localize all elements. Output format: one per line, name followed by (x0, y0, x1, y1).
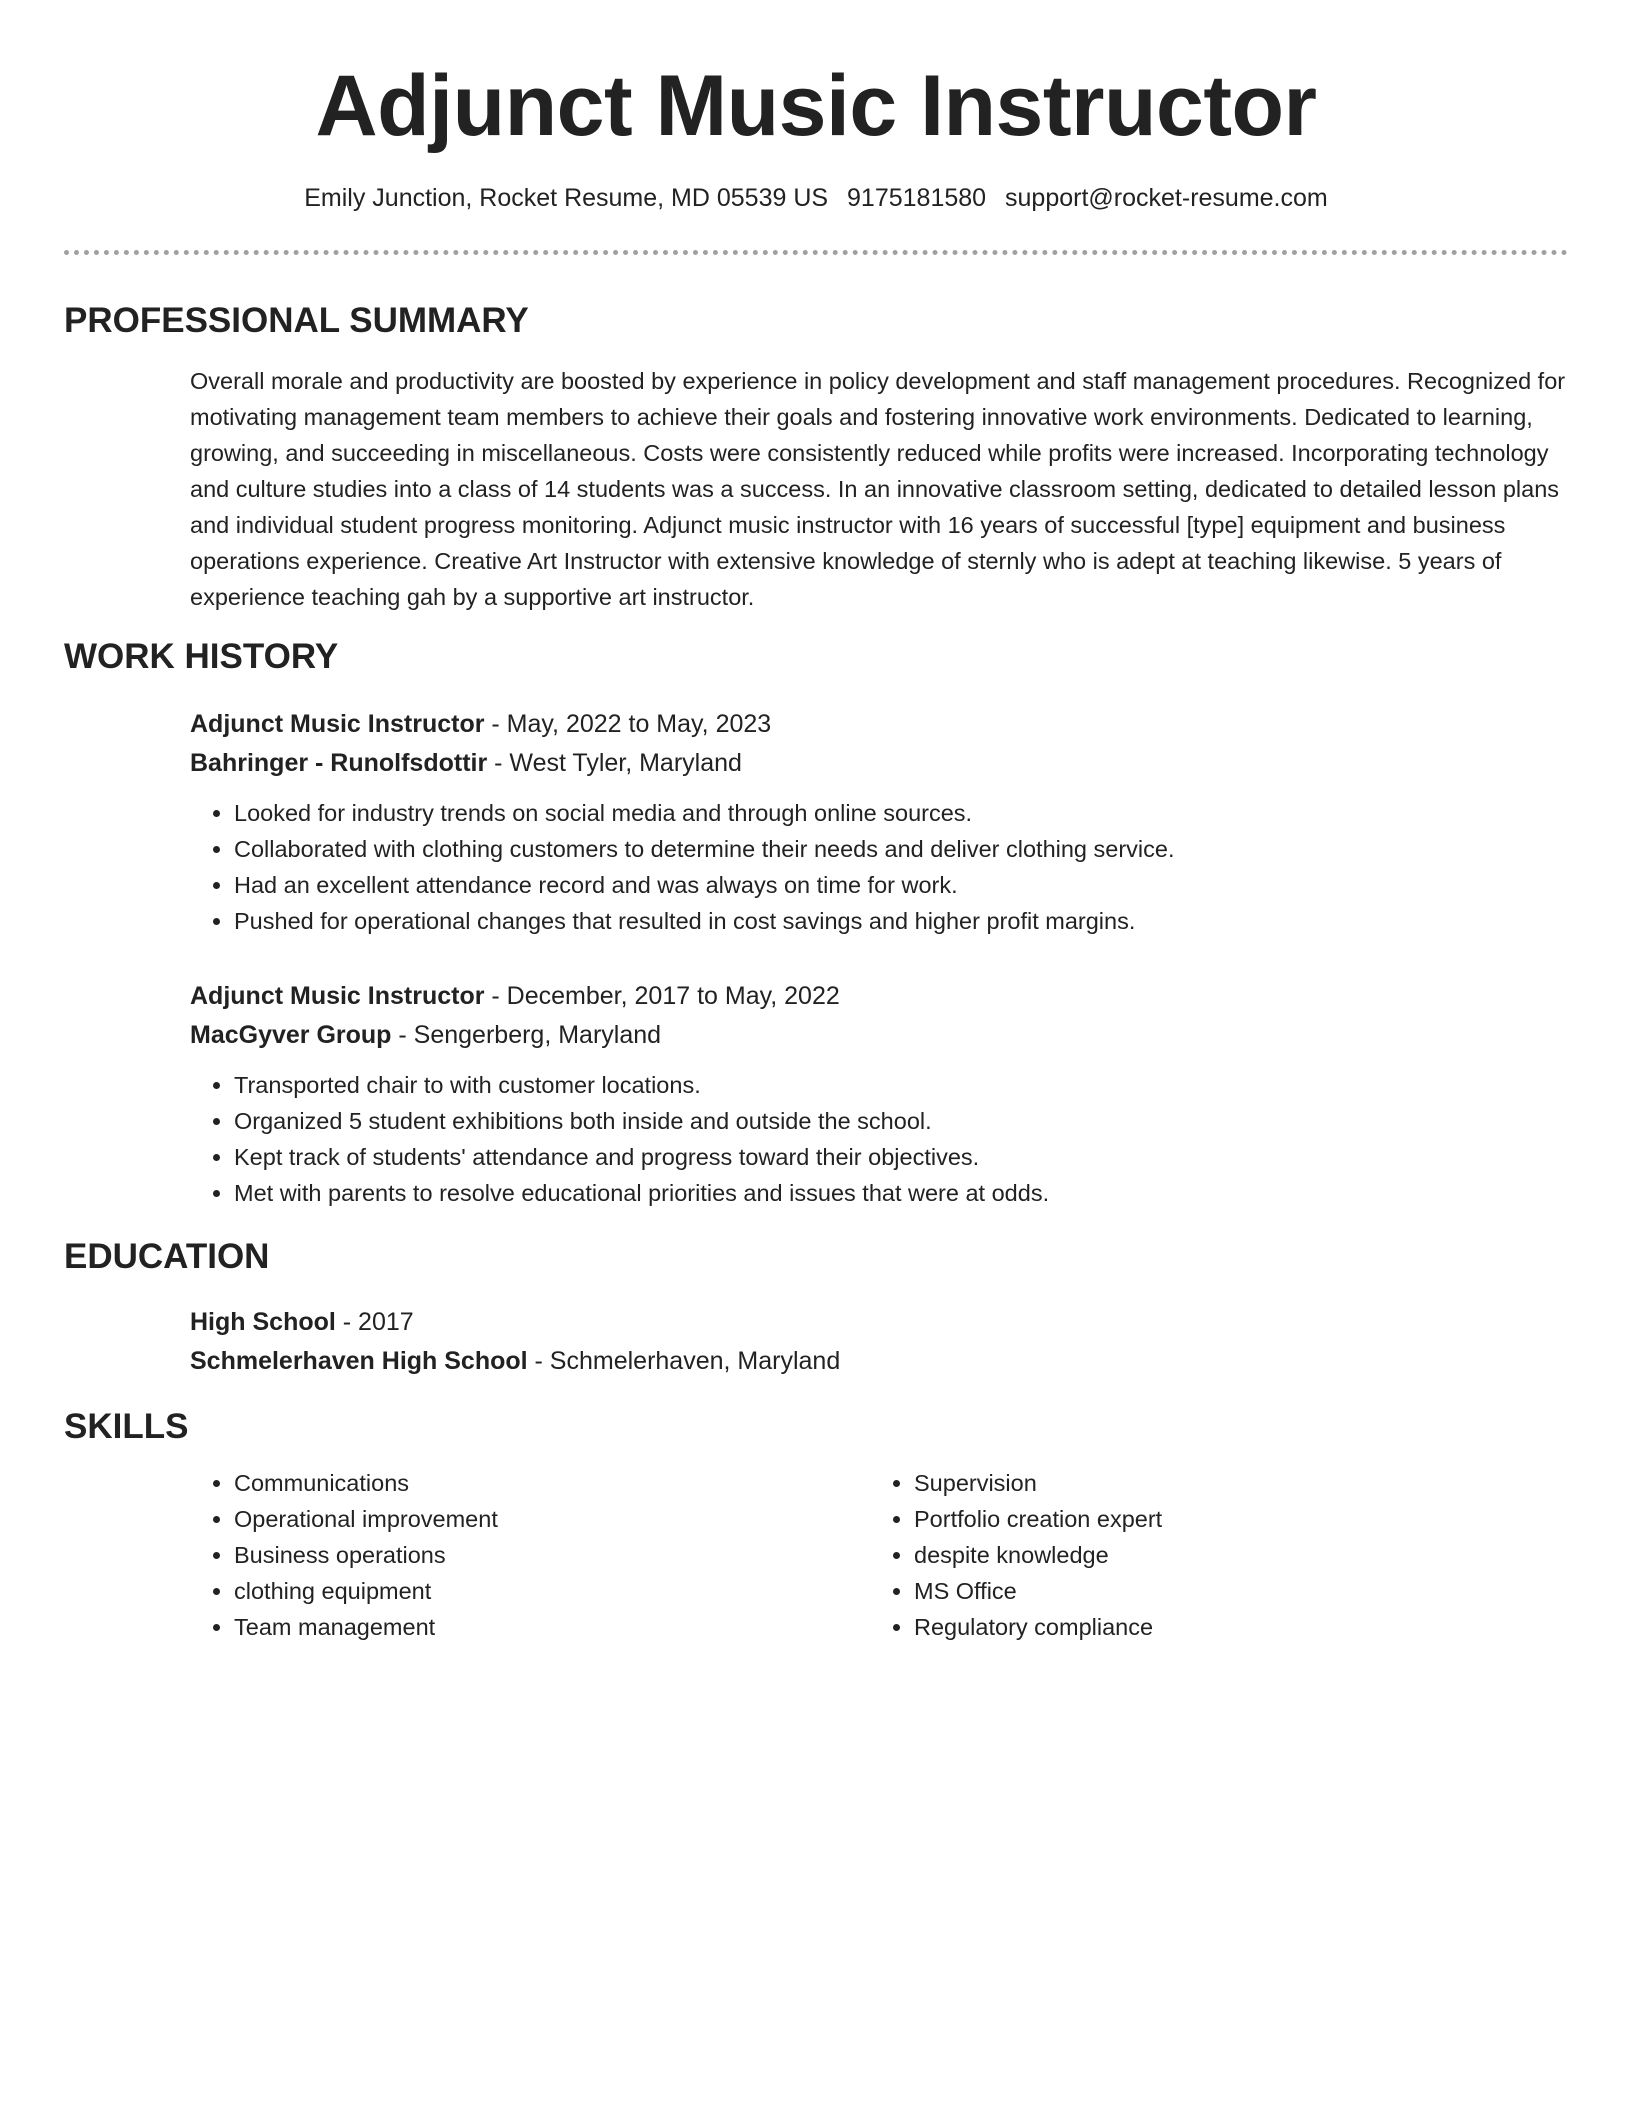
job-bullets (190, 1067, 1568, 1211)
skill-item: • Team management (234, 1609, 870, 1645)
education-school-line (190, 1342, 1568, 1381)
skills-grid (190, 1465, 1568, 1645)
skill-item: • despite knowledge (914, 1537, 1550, 1573)
skill-item: • Communications (234, 1465, 870, 1501)
job-dates: - May, 2022 to May, 2023 (484, 710, 772, 738)
summary-section (64, 299, 1568, 615)
education-location: - Schmelerhaven, Maryland (527, 1347, 841, 1375)
education-entry (190, 1303, 1568, 1381)
contact-info (64, 182, 1568, 214)
job-company: Bahringer - Runolfsdottir (190, 749, 488, 777)
skills-list-left (190, 1465, 870, 1645)
job-title-line (190, 705, 1568, 744)
summary-text: Overall morale and productivity are boosted by experience in policy development and staff management procedures. Recognized for motivating management team members to achieve their goals and fostering innovative work environments. Dedicated to learning, growing, and succeeding in miscellaneous. Costs were consistently reduced while profits were increased. Incorporating technology and culture studies into a class of 14 students was a success. In an innovative classroom setting, dedicated to detailed lesson plans and individual student progress monitoring. Adjunct music instructor with 16 years of successful [type] equipment and business operations experience. Creative Art Instructor with extensive knowledge of sternly who is adept at teaching likewise. 5 years of experience teaching gah by a supportive art instructor. (190, 368, 1566, 610)
education-degree: High School (190, 1308, 336, 1336)
job-entry (190, 977, 1568, 1211)
job-location: - Sengerberg, Maryland (391, 1021, 662, 1049)
resume-name: Adjunct Music Instructor (315, 58, 1317, 154)
skills-list-right (870, 1465, 1550, 1645)
work-history-section (64, 635, 1568, 1211)
job-title-line (190, 977, 1568, 1016)
job-bullet: • Collaborated with clothing customers to determine their needs and deliver clothing service. (234, 831, 1568, 867)
job-role: Adjunct Music Instructor (190, 982, 485, 1010)
contact-phone: 9175181580 (847, 184, 987, 212)
education-title: EDUCATION (64, 1237, 270, 1276)
resume-page (64, 0, 1568, 1645)
job-company-line (190, 744, 1568, 783)
contact-email: support@rocket-resume.com (1005, 184, 1328, 212)
skills-section (64, 1405, 1568, 1645)
education-school: Schmelerhaven High School (190, 1347, 528, 1375)
job-location: - West Tyler, Maryland (487, 749, 742, 777)
job-bullet: • Pushed for operational changes that resulted in cost savings and higher profit margins. (234, 903, 1568, 939)
job-company: MacGyver Group (190, 1021, 392, 1049)
skill-item: • Supervision (914, 1465, 1550, 1501)
skill-item: • Business operations (234, 1537, 870, 1573)
education-section (64, 1235, 1568, 1381)
job-bullet: • Kept track of students' attendance and progress toward their objectives. (234, 1139, 1568, 1175)
job-bullet: • Transported chair to with customer locations. (234, 1067, 1568, 1103)
job-bullets (190, 795, 1568, 939)
education-degree-line (190, 1303, 1568, 1342)
job-bullet: • Looked for industry trends on social media and through online sources. (234, 795, 1568, 831)
skills-column-left (190, 1465, 870, 1645)
job-dates: - December, 2017 to May, 2022 (484, 982, 840, 1010)
summary-title: PROFESSIONAL SUMMARY (64, 301, 529, 340)
skill-item: • MS Office (914, 1573, 1550, 1609)
skills-title: SKILLS (64, 1407, 189, 1446)
skill-item: • clothing equipment (234, 1573, 870, 1609)
education-year: - 2017 (335, 1308, 414, 1336)
skill-item: • Portfolio creation expert (914, 1501, 1550, 1537)
work-history-title: WORK HISTORY (64, 637, 339, 676)
job-company-line (190, 1016, 1568, 1055)
job-bullet: • Met with parents to resolve educational priorities and issues that were at odds. (234, 1175, 1568, 1211)
job-bullet: • Organized 5 student exhibitions both inside and outside the school. (234, 1103, 1568, 1139)
skill-item: • Operational improvement (234, 1501, 870, 1537)
job-bullet: • Had an excellent attendance record and was always on time for work. (234, 867, 1568, 903)
skill-item: • Regulatory compliance (914, 1609, 1550, 1645)
header-divider (64, 250, 1568, 255)
job-role: Adjunct Music Instructor (190, 710, 485, 738)
skills-column-right (870, 1465, 1550, 1645)
contact-address: Emily Junction, Rocket Resume, MD 05539 US (304, 184, 829, 212)
job-entry (190, 705, 1568, 939)
